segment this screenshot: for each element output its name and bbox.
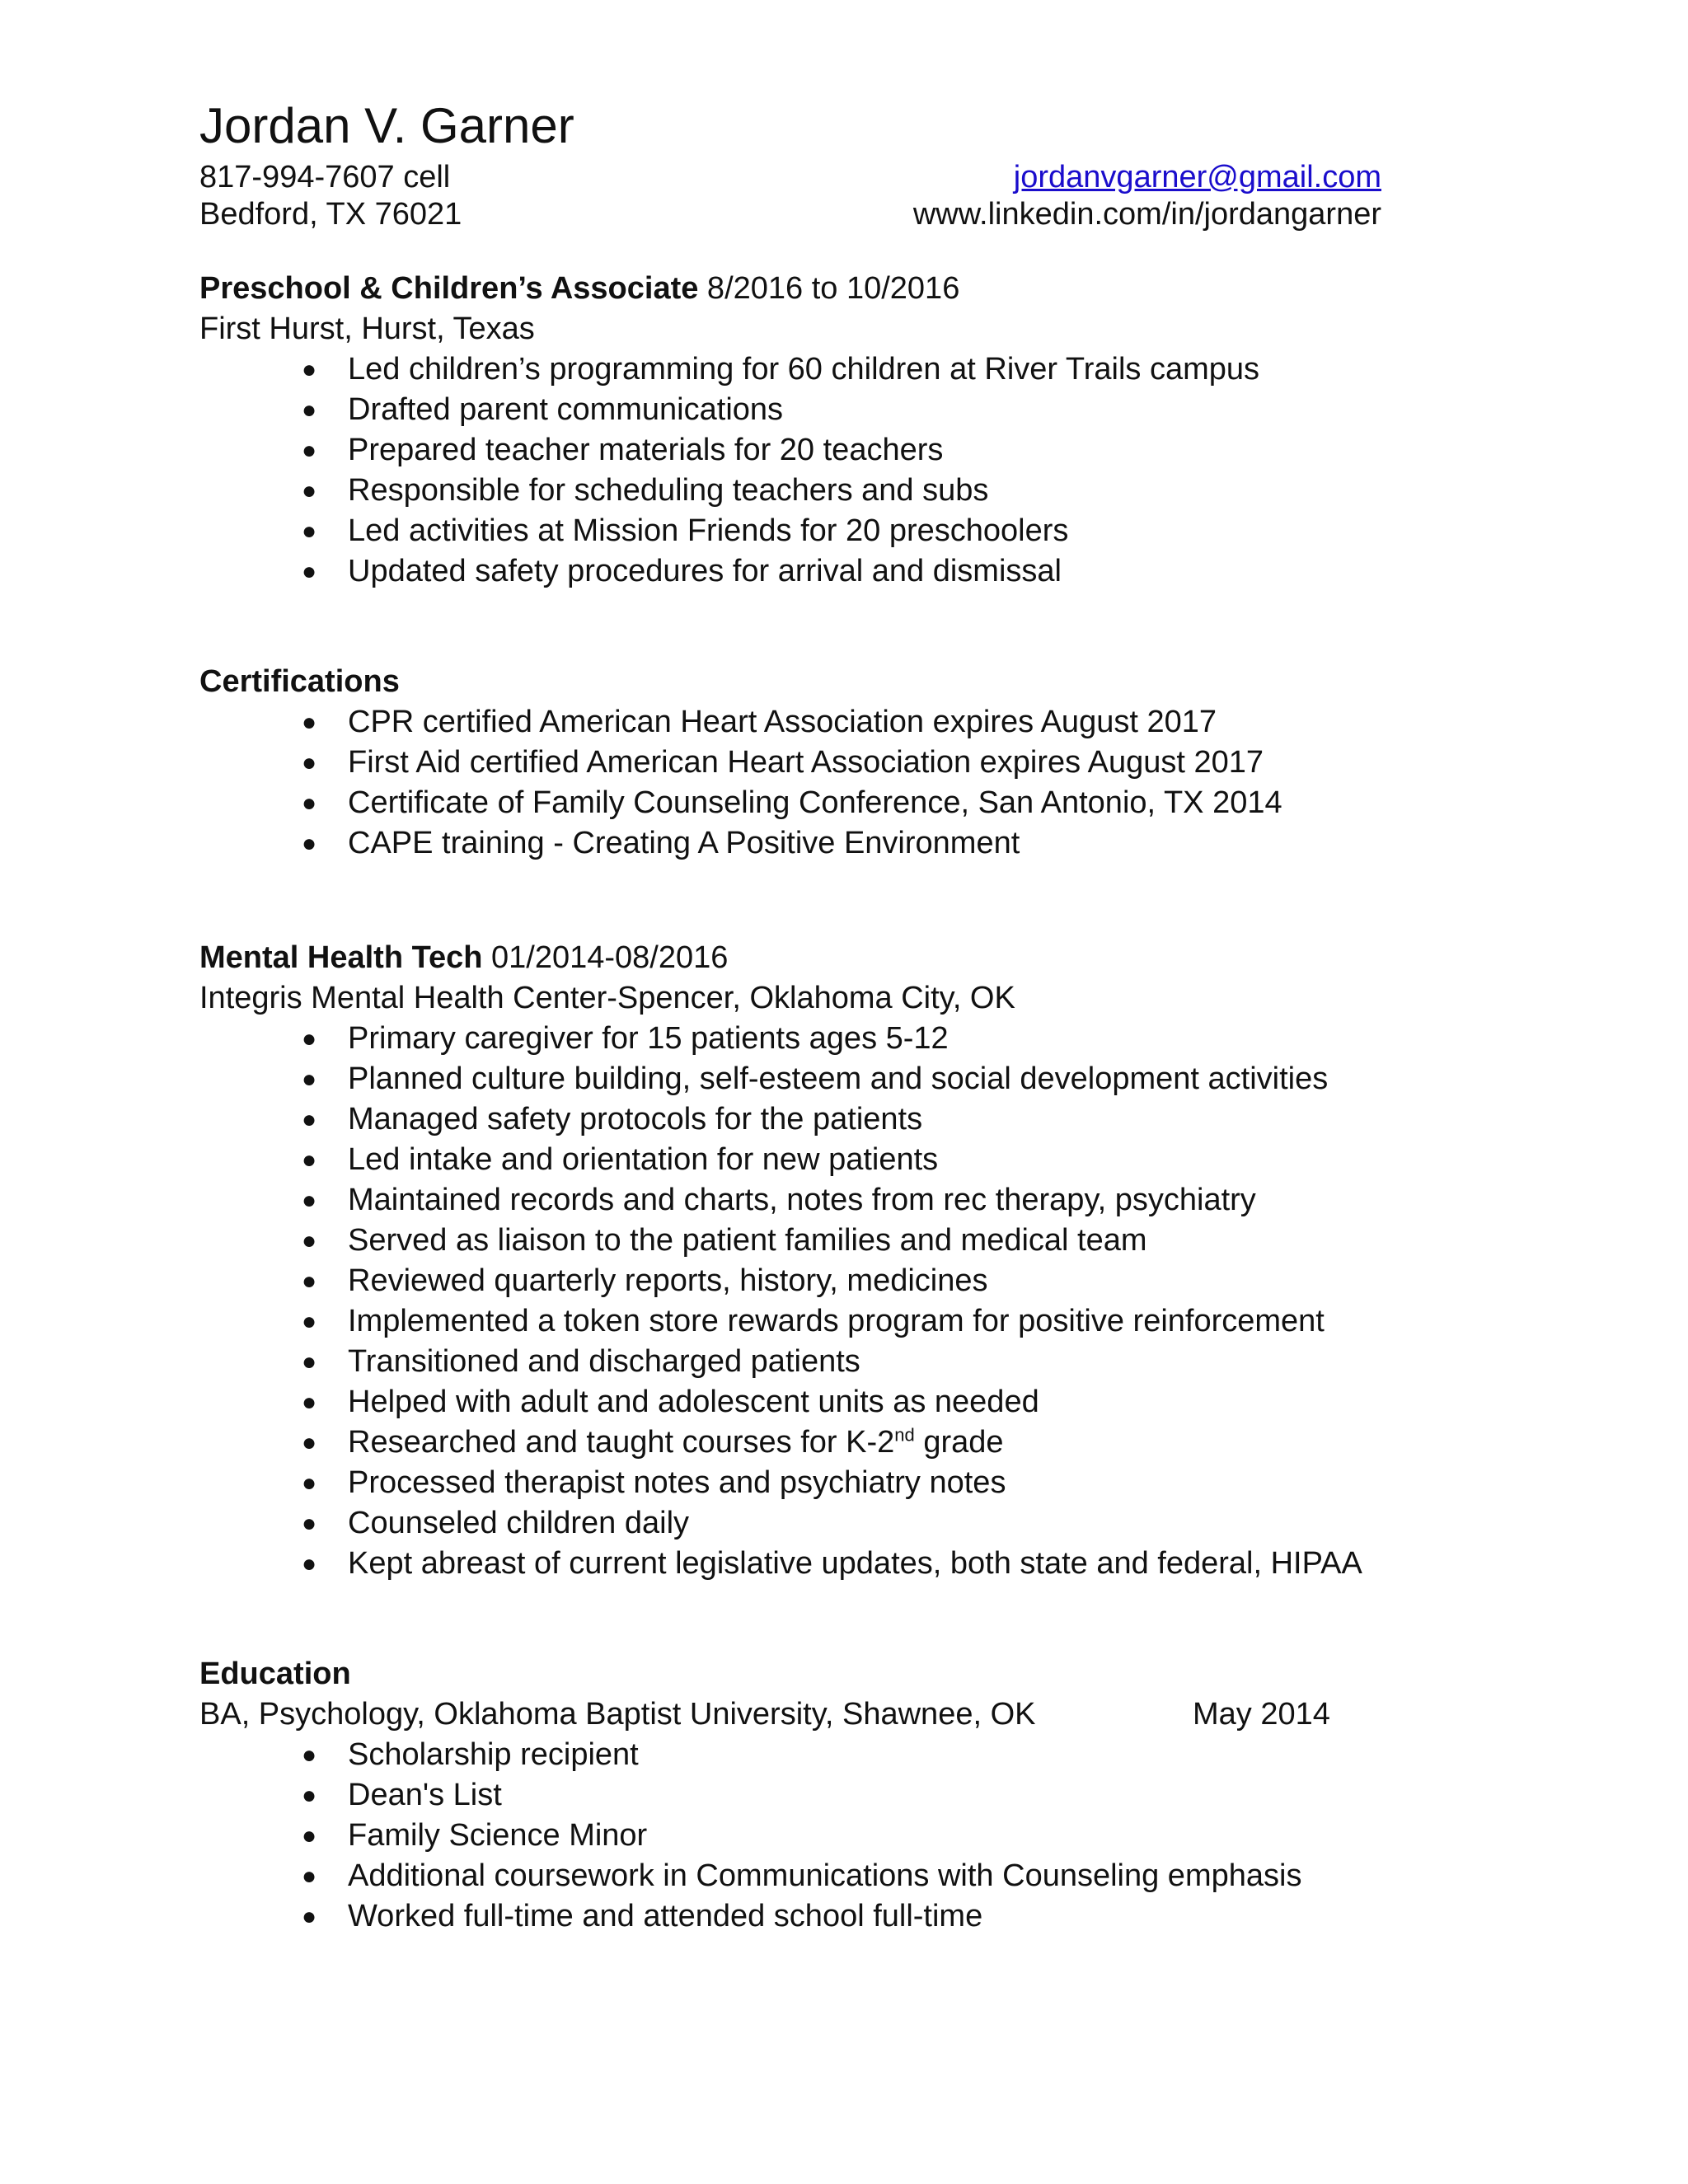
graduation-date: May 2014 — [1193, 1697, 1330, 1732]
list-item: ● Led intake and orientation for new patients — [302, 1142, 939, 1177]
job-dates: 01/2014-08/2016 — [482, 940, 729, 975]
job-heading — [199, 269, 1485, 309]
job-preschool-section — [199, 269, 1485, 592]
job-title: Preschool & Children’s Associate — [199, 271, 699, 306]
phone-number: 817-994-7607 cell — [199, 160, 451, 194]
list-item: ● Managed safety protocols for the patients — [302, 1102, 923, 1137]
certifications-section — [199, 662, 1485, 864]
list-item: ● Certificate of Family Counseling Conference, San Antonio, TX 2014 — [302, 785, 1282, 820]
list-item: ● CAPE training - Creating A Positive Environment — [302, 826, 1020, 860]
list-item: ● Led activities at Mission Friends for 20 preschoolers — [302, 513, 1069, 548]
list-item: ● Primary caregiver for 15 patients ages 5-12 — [302, 1021, 949, 1056]
section-heading: Education — [199, 1657, 351, 1691]
list-item: ● Scholarship recipient — [302, 1737, 639, 1772]
list-item: ● Dean's List — [302, 1778, 502, 1812]
list-item: ● Researched and taught courses for K-2nd grade — [302, 1424, 1004, 1460]
list-item: ● CPR certified American Heart Association expires August 2017 — [302, 705, 1217, 739]
list-item: ● Family Science Minor — [302, 1818, 648, 1853]
education-section — [199, 1654, 1485, 1937]
list-item: ● Planned culture building, self-esteem and social development activities — [302, 1062, 1329, 1096]
list-item: ● Led children’s programming for 60 children at River Trails campus — [302, 352, 1260, 387]
job-organization: Integris Mental Health Center-Spencer, Oklahoma City, OK — [199, 981, 1015, 1015]
list-item: ● Implemented a token store rewards program for positive reinforcement — [302, 1304, 1325, 1338]
list-item: ● Prepared teacher materials for 20 teachers — [302, 433, 944, 467]
candidate-name: Jordan V. Garner — [199, 98, 574, 153]
list-item: ● Served as liaison to the patient families and medical team — [302, 1223, 1147, 1258]
job-bullet-list — [199, 349, 1485, 592]
list-item: ● Helped with adult and adolescent units as needed — [302, 1385, 1039, 1419]
job-mental-health-section — [199, 938, 1485, 1584]
list-item: ● Responsible for scheduling teachers and subs — [302, 473, 989, 508]
contact-row-1 — [199, 158, 1381, 196]
list-item: ● Worked full-time and attended school full-time — [302, 1899, 983, 1933]
email-link[interactable]: jordanvgarner@gmail.com — [1013, 160, 1381, 194]
list-item: ● Processed therapist notes and psychiatry notes — [302, 1465, 1006, 1500]
degree-text: BA, Psychology, Oklahoma Baptist University, Shawnee, OK — [199, 1697, 1036, 1732]
list-item: ● Counseled children daily — [302, 1506, 690, 1540]
list-item: ● Kept abreast of current legislative updates, both state and federal, HIPAA — [302, 1546, 1362, 1581]
list-item: ● Updated safety procedures for arrival and dismissal — [302, 554, 1062, 588]
section-heading: Certifications — [199, 664, 400, 699]
list-item: ● Reviewed quarterly reports, history, medicines — [302, 1263, 988, 1298]
degree-row — [199, 1694, 1485, 1735]
job-organization: First Hurst, Hurst, Texas — [199, 312, 535, 346]
education-list — [199, 1735, 1485, 1937]
list-item: ● Maintained records and charts, notes from rec therapy, psychiatry — [302, 1183, 1256, 1217]
contact-row-2 — [199, 195, 1381, 233]
list-item: ● Transitioned and discharged patients — [302, 1344, 860, 1379]
job-heading — [199, 938, 1485, 978]
list-item: ● First Aid certified American Heart Association expires August 2017 — [302, 745, 1264, 780]
job-bullet-list — [199, 1019, 1485, 1584]
location: Bedford, TX 76021 — [199, 197, 462, 232]
list-item: ● Additional coursework in Communications with Counseling emphasis — [302, 1858, 1302, 1893]
certifications-list — [199, 702, 1485, 864]
job-dates: 8/2016 to 10/2016 — [698, 271, 960, 306]
job-title: Mental Health Tech — [199, 940, 483, 975]
linkedin-url: www.linkedin.com/in/jordangarner — [912, 197, 1381, 232]
list-item: ● Drafted parent communications — [302, 392, 784, 427]
